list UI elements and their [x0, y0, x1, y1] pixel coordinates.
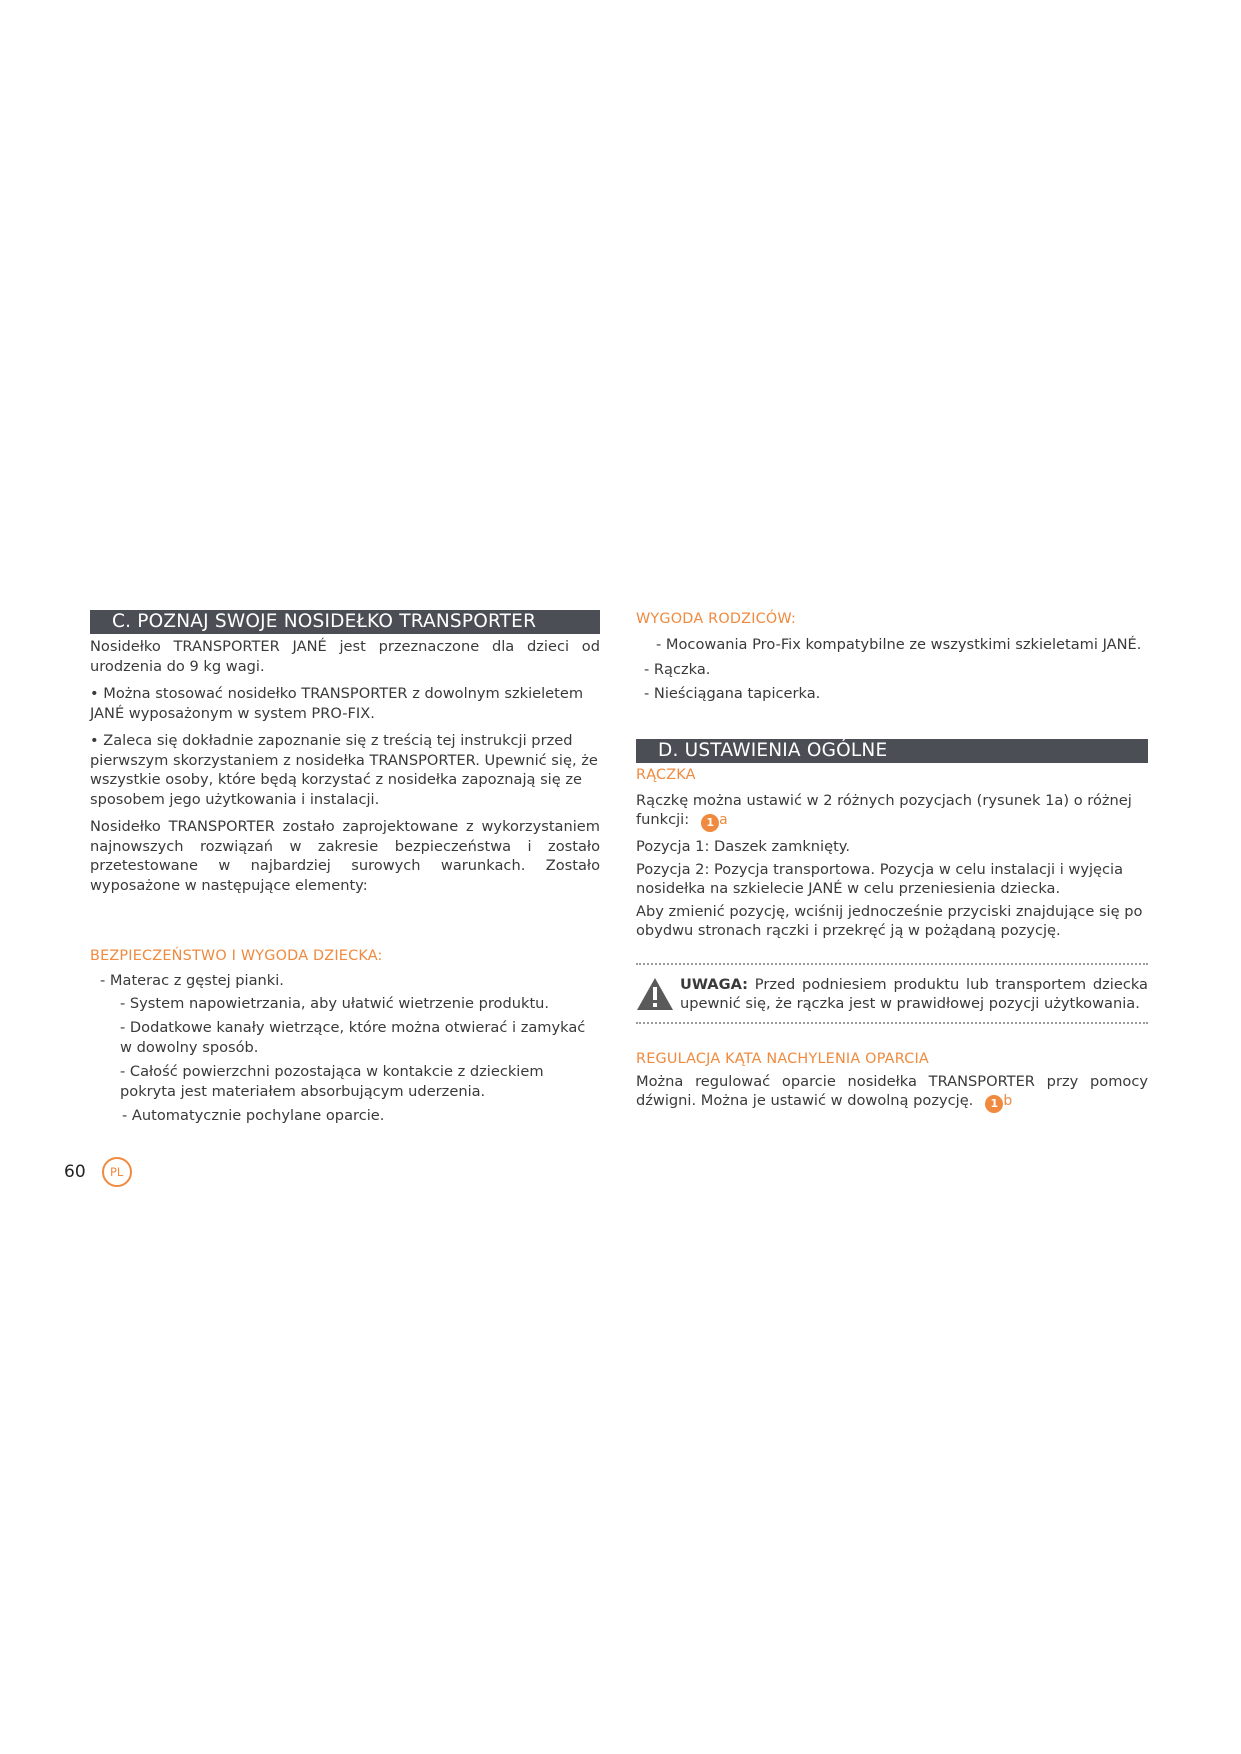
figure-number-icon: 1 — [701, 814, 719, 832]
language-badge: PL — [102, 1157, 132, 1187]
left-column — [90, 610, 600, 1126]
list-item: - Całość powierzchni pozostająca w kontakcie z dzieckiem pokryta jest materiałem absorbującym uderzenia. — [120, 1063, 544, 1100]
bullet-instructions: • Zaleca się dokładnie zapoznanie się z treścią tej instrukcji przed pierwszym skorzystaniem z nosidełka TRANSPORTER. Upewnić się, że wszystkie osoby, które będą korzystać z nosidełka zapoznają się ze sposobem jego użytkowania i instalacji. — [90, 732, 598, 808]
handle-text — [636, 791, 1148, 833]
intro-text: Nosidełko TRANSPORTER JANÉ jest przeznaczone dla dzieci od urodzenia do 9 kg wagi. — [90, 638, 600, 675]
position-1-text: Pozycja 1: Daszek zamknięty. — [636, 838, 850, 855]
position-2-text: Pozycja 2: Pozycja transportowa. Pozycja w celu instalacji i wyjęcia nosidełka na szkielecie JANÉ w celu przeniesienia dziecka. — [636, 860, 1124, 897]
figure-suffix: b — [1003, 1093, 1013, 1109]
list-item: - Rączka. — [644, 660, 711, 678]
recline-description: Można regulować oparcie nosidełka TRANSPORTER przy pomocy dźwigni. Można je ustawić w dowolną pozycję. — [636, 1072, 1148, 1109]
change-position-text: Aby zmienić pozycję, wciśnij jednocześnie przyciski znajdujące się po obydwu stronach rączki i przekręć ją w pożądaną pozycję. — [636, 902, 1143, 939]
recline-heading: REGULACJA KĄTA NACHYLENIA OPARCIA — [636, 1050, 929, 1067]
figure-number-icon: 1 — [985, 1095, 1003, 1113]
list-item: - Nieściągana tapicerka. — [644, 685, 821, 702]
warning-label: UWAGA: — [680, 975, 748, 993]
list-item: - Mocowania Pro-Fix kompatybilne ze wszystkimi szkieletami JANÉ. — [656, 636, 1142, 653]
recline-text — [636, 1072, 1148, 1114]
parents-heading: WYGODA RODZICÓW: — [636, 611, 797, 627]
right-column — [636, 610, 1148, 1113]
list-item: - Automatycznie pochylane oparcie. — [122, 1107, 385, 1124]
features-paragraph: Nosidełko TRANSPORTER zostało zaprojektowane z wykorzystaniem najnowszych rozwiązań w zakresie bezpieczeństwa i zostało przetestowane w najbardziej surowych warunkach. Zostało wyposażone w następujące elementy: — [90, 818, 600, 894]
warning-box — [636, 965, 1148, 1022]
page-number: 60 — [64, 1162, 86, 1182]
safety-list — [90, 971, 600, 1126]
handle-heading: RĄCZKA — [636, 766, 696, 783]
section-c-title: C. POZNAJ SWOJE NOSIDEŁKO TRANSPORTER — [90, 610, 600, 634]
handle-description: Rączkę można ustawić w 2 różnych pozycjach (rysunek 1a) o różnej funkcji: — [636, 791, 1132, 828]
list-item: - System napowietrzania, aby ułatwić wietrzenie produktu. — [120, 994, 550, 1012]
list-item: - Materac z gęstej pianki. — [100, 972, 284, 989]
divider — [636, 1022, 1148, 1024]
warning-body: Przed podniesiem produktu lub transportem dziecka upewnić się, że rączka jest w prawidłowej pozycji użytkowania. — [680, 975, 1148, 1012]
safety-heading: BEZPIECZEŃSTWO I WYGODA DZIECKA: — [90, 948, 383, 964]
list-item: - Dodatkowe kanały wietrzące, które można otwierać i zamykać w dowolny sposób. — [120, 1019, 586, 1056]
bullet-profix: • Można stosować nosidełko TRANSPORTER z dowolnym szkieletem JANÉ wyposażonym w system PRO-FIX. — [90, 685, 584, 722]
section-d-title: D. USTAWIENIA OGÓLNE — [636, 739, 1148, 763]
figure-suffix: a — [719, 812, 728, 828]
warning-triangle-icon — [636, 977, 674, 1011]
page-footer — [64, 1157, 132, 1187]
warning-text — [680, 975, 1148, 1014]
